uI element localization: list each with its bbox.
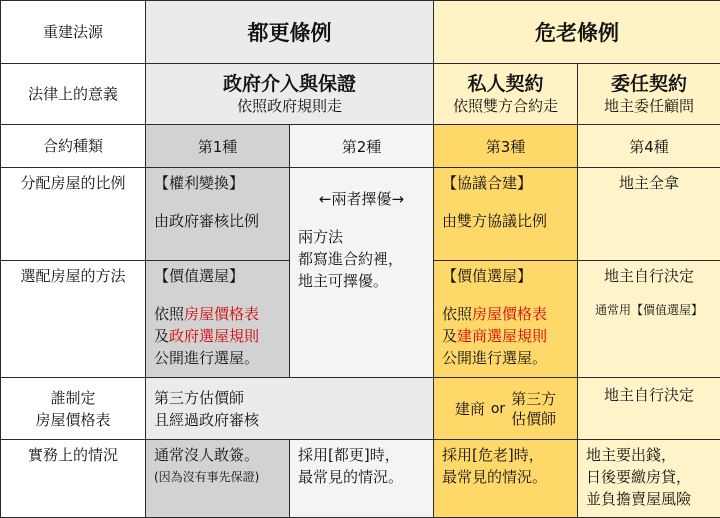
contract-type-label: 合約種類 [1, 125, 146, 168]
private-meaning-cell [434, 64, 578, 125]
contract-type-1: 第1種 [146, 125, 290, 168]
method-cell-4 [578, 261, 720, 378]
gov-title: 政府介入與保證 [146, 72, 433, 96]
practice-c4-line1: 地主要出錢， [586, 444, 712, 466]
practice-c4-line3: 並負擔賣屋風險 [586, 488, 712, 510]
method-c3-line3: 公開進行選屋。 [442, 347, 569, 369]
private-title: 私人契約 [434, 72, 577, 96]
pricer-cell-4: 地主自行決定 [578, 378, 720, 440]
builder-rules-text: 建商選屋規則 [457, 327, 547, 345]
ratio-c1-body: 由政府審核比例 [154, 210, 281, 232]
ratio-c2-head: ←兩者擇優→ [298, 188, 425, 210]
meaning-row [1, 64, 720, 125]
practice-c2-line1: 採用[都更]時， [298, 444, 425, 466]
ratio-c3-body: 由雙方協議比例 [442, 210, 569, 232]
ratio-cell-3 [434, 168, 578, 261]
ratio-c2-body1: 兩方法 [298, 226, 425, 248]
method-c3-line1: 依照房屋價格表 [442, 303, 569, 325]
practice-label: 實務上的情況 [1, 440, 146, 518]
pricer-cell-1 [146, 378, 434, 440]
method-c1-head: 【價值選屋】 [154, 265, 281, 287]
pricer-label: 誰制定 房屋價格表 [1, 378, 146, 440]
corner-label: 重建法源 [1, 1, 146, 64]
gov-rules-text: 政府選屋規則 [169, 327, 259, 345]
price-table-text-2: 房屋價格表 [472, 305, 547, 323]
practice-c1-line1: 通常沒人敢簽。 [154, 444, 281, 466]
pricer-or: or [489, 401, 507, 417]
method-c3-head: 【價值選屋】 [442, 265, 569, 287]
meaning-label: 法律上的意義 [1, 64, 146, 125]
pricer-cell-3 [434, 378, 578, 440]
method-c4-body: 通常用【價值選屋】 [586, 299, 712, 321]
ratio-c3-head: 【協議合建】 [442, 172, 569, 194]
practice-c2-line2: 最常見的情況。 [298, 466, 425, 488]
dangerous-old-header: 危老條例 [434, 1, 720, 64]
method-label: 選配房屋的方法 [1, 261, 146, 378]
ratio-cell-1 [146, 168, 290, 261]
method-c4-head: 地主自行決定 [586, 265, 712, 287]
entrust-title: 委任契約 [578, 72, 720, 96]
gov-subtitle: 依照政府規則走 [146, 96, 433, 116]
practice-cell-2 [290, 440, 434, 518]
pricer-c1-line2: 且經過政府審核 [154, 409, 425, 431]
practice-cell-4 [578, 440, 720, 518]
contract-type-row [1, 125, 720, 168]
ratio-method-cell-2 [290, 168, 434, 378]
method-cell-3 [434, 261, 578, 378]
entrust-subtitle: 地主委任顧問 [578, 96, 720, 116]
ratio-label: 分配房屋的比例 [1, 168, 146, 261]
private-subtitle: 依照雙方合約走 [434, 96, 577, 116]
method-c1-line2: 及政府選屋規則 [154, 325, 281, 347]
ratio-c2-body3: 地主可擇優。 [298, 270, 425, 292]
practice-c3-line2: 最常見的情況。 [442, 466, 569, 488]
pricer-c1-line1: 第三方估價師 [154, 387, 425, 409]
urban-renewal-header: 都更條例 [146, 1, 434, 64]
ratio-c1-head: 【權利變換】 [154, 172, 281, 194]
pricer-row [1, 378, 720, 440]
pricer-builder: 建商 [455, 398, 485, 419]
header-row [1, 1, 720, 64]
practice-cell-1 [146, 440, 290, 518]
gov-meaning-cell [146, 64, 434, 125]
practice-row [1, 440, 720, 518]
practice-c4-line2: 日後要繳房貸， [586, 466, 712, 488]
method-c1-line3: 公開進行選屋。 [154, 347, 281, 369]
ratio-c4-body: 地主全拿 [586, 172, 712, 194]
price-table-text: 房屋價格表 [184, 305, 259, 323]
practice-cell-3 [434, 440, 578, 518]
entrust-meaning-cell [578, 64, 720, 125]
contract-type-4: 第4種 [578, 125, 720, 168]
contract-type-3: 第3種 [434, 125, 578, 168]
ratio-row [1, 168, 720, 261]
pricer-third-party: 第三方 估價師 [511, 389, 556, 429]
ratio-cell-4 [578, 168, 720, 261]
practice-c3-line1: 採用[危老]時， [442, 444, 569, 466]
ratio-c2-body2: 都寫進合約裡， [298, 248, 425, 270]
method-cell-1 [146, 261, 290, 378]
practice-c1-line2: (因為沒有事先保證) [154, 466, 281, 488]
method-c3-line2: 及建商選屋規則 [442, 325, 569, 347]
contract-type-2: 第2種 [290, 125, 434, 168]
method-c1-line1: 依照房屋價格表 [154, 303, 281, 325]
